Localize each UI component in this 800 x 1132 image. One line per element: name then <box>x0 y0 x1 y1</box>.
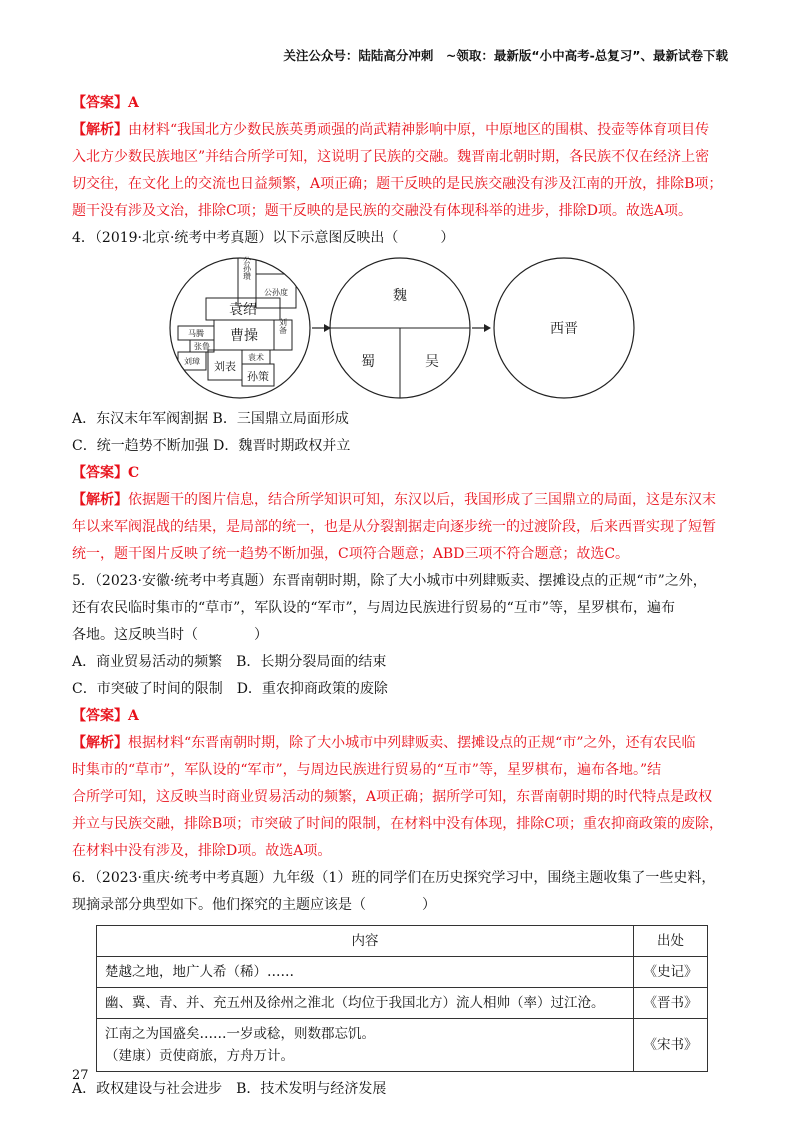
q5-analysis-line: 时集市的“草市”，军队设的“军市”，与周边民族进行贸易的“互市”等，星罗棋布，遍布各地。”结 <box>72 762 662 778</box>
q3-answer: 【答案】A <box>72 95 139 111</box>
label-liubei: 刘备 <box>278 318 288 334</box>
table-cell-source: 《晋书》 <box>634 988 708 1019</box>
page-number: 27 <box>72 1068 89 1083</box>
label-liubiao: 刘表 <box>214 360 236 373</box>
table-header-source: 出处 <box>634 926 708 957</box>
western-jin-circle <box>494 258 634 398</box>
label-shu: 蜀 <box>361 354 375 370</box>
q5-analysis-line: 根据材料“东晋南朝时期，除了大小城市中列肆贩卖、摆摊设点的正规“市”之外，还有农民临 <box>128 735 696 751</box>
table-cell-line: 江南之为国盛矣……一岁或稔，则数郡忘饥。 <box>105 1026 375 1042</box>
table-cell-content <box>97 1019 634 1072</box>
q5-analysis-line: 并立与民族交融，排除B项；市突破了时间的限制，在材料中没有体现，排除C项；重农抑商政策的废除， <box>72 816 723 832</box>
label-yuanshu: 袁术 <box>248 353 264 362</box>
table-cell-source: 《史记》 <box>634 957 708 988</box>
q3-analysis <box>72 117 732 225</box>
label-wei: 魏 <box>393 288 407 304</box>
q4-diagram-svg <box>168 256 728 400</box>
q3-analysis-line: 入北方少数民族地区”并结合所学可知，这说明了民族的交融。魏晋南北朝时期，各民族不仅在经济上密 <box>72 149 710 165</box>
arrow-1 <box>312 324 331 332</box>
table-header-row <box>97 926 708 957</box>
label-zhanglu: 张鲁 <box>194 342 210 351</box>
three-kingdoms-circle <box>330 258 470 398</box>
q5-analysis-line: 合所学可知，这反映当时商业贸易活动的频繁，A项正确；据所学可知，东晋南朝时期的时代特点是政权 <box>72 789 713 805</box>
q5-analysis-label: 【解析】 <box>72 735 128 751</box>
q4-diagram <box>168 256 728 400</box>
q6-source-table <box>96 925 708 1072</box>
q5-stem-line: 5．（2023·安徽·统考中考真题）东晋南朝时期，除了大小城市中列肆贩卖、摆摊设点的正规“市”之外， <box>72 573 707 589</box>
table-cell-line: （建康）贡使商旅，方舟万计。 <box>105 1048 294 1064</box>
label-xijin: 西晋 <box>550 321 578 337</box>
q4-analysis <box>72 487 732 568</box>
q5-option-line: C．市突破了时间的限制 D．重农抑商政策的废除 <box>72 681 388 697</box>
q4-analysis-label: 【解析】 <box>72 492 128 508</box>
q5-stem-line: 还有农民临时集市的“草市”，军队设的“军市”，与周边民族进行贸易的“互市”等，星罗棋布，遍布 <box>72 600 675 616</box>
q4-answer: 【答案】C <box>72 465 140 481</box>
q3-analysis-line: 题干没有涉及文治，排除C项；题干反映的是民族的交融没有体现科举的进步，排除D项。故选A项。 <box>72 203 693 219</box>
label-caocao: 曹操 <box>230 328 258 344</box>
q4-analysis-line: 依据题干的图片信息，结合所学知识可知，东汉以后，我国形成了三国鼎立的局面，这是东汉末 <box>128 492 716 508</box>
label-gongsunzan: 公孙瓒 <box>242 256 252 280</box>
q6-stem-line: 6．（2023·重庆·统考中考真题）九年级（1）班的同学们在历史探究学习中，围绕主题收集了一些史料， <box>72 870 716 886</box>
label-madeng: 马腾 <box>188 329 204 338</box>
q4-analysis-line: 年以来军阀混战的结果，是局部的统一，也是从分裂割据走向逐步统一的过渡阶段，后来西晋实现了短暂 <box>72 519 716 535</box>
table-row <box>97 957 708 988</box>
label-wu: 吴 <box>425 354 439 370</box>
page-header: 关注公众号：陆陆高分冲刺 ~领取：最新版“小中高考-总复习”、最新试卷下载 <box>283 48 728 63</box>
table-row <box>97 1019 708 1072</box>
label-sunce: 孙策 <box>247 370 269 383</box>
table-cell-source: 《宋书》 <box>634 1019 708 1072</box>
q3-analysis-line: 切交往，在文化上的交流也日益频繁，A项正确；题干反映的是民族交融没有涉及江南的开放，排除B项； <box>72 176 723 192</box>
label-yuanshao: 袁绍 <box>229 302 257 318</box>
q5-analysis-line: 在材料中没有涉及，排除D项。故选A项。 <box>72 843 332 859</box>
q3-analysis-line: 由材料“我国北方少数民族英勇顽强的尚武精神影响中原，中原地区的围棋、投壶等体育项目传 <box>128 122 710 138</box>
q5-answer: 【答案】A <box>72 708 139 724</box>
q6-option-line: A．政权建设与社会进步 B．技术发明与经济发展 <box>72 1081 387 1097</box>
warlord-circle <box>170 256 310 398</box>
q3-analysis-label: 【解析】 <box>72 122 128 138</box>
page-content <box>72 90 732 1103</box>
q4-analysis-line: 统一，题干图片反映了统一趋势不断加强，C项符合题意；ABD三项不符合题意；故选C。 <box>72 546 630 562</box>
table-cell-content: 幽、冀、青、并、充五州及徐州之淮北（均位于我国北方）流人相帅（率）过江沧。 <box>97 988 634 1019</box>
q5-analysis <box>72 730 732 865</box>
q5-option-line: A．商业贸易活动的频繁 B．长期分裂局面的结束 <box>72 654 387 670</box>
q4-stem: 4．（2019·北京·统考中考真题）以下示意图反映出（ ） <box>72 230 455 246</box>
label-gongsundu: 公孙度 <box>264 288 288 297</box>
q5-stem-line: 各地。这反映当时（ ） <box>72 627 268 643</box>
table-header-content: 内容 <box>97 926 634 957</box>
table-cell-content: 楚越之地，地广人希（稀）…… <box>97 957 634 988</box>
arrow-2 <box>472 324 491 332</box>
q4-option-line: A．东汉末年军阀割据 B．三国鼎立局面形成 <box>72 411 349 427</box>
q6-stem-line: 现摘录部分典型如下。他们探究的主题应该是（ ） <box>72 897 436 913</box>
table-row <box>97 988 708 1019</box>
label-liuzhang: 刘璋 <box>184 357 200 366</box>
q4-option-line: C．统一趋势不断加强 D．魏晋时期政权并立 <box>72 438 351 454</box>
